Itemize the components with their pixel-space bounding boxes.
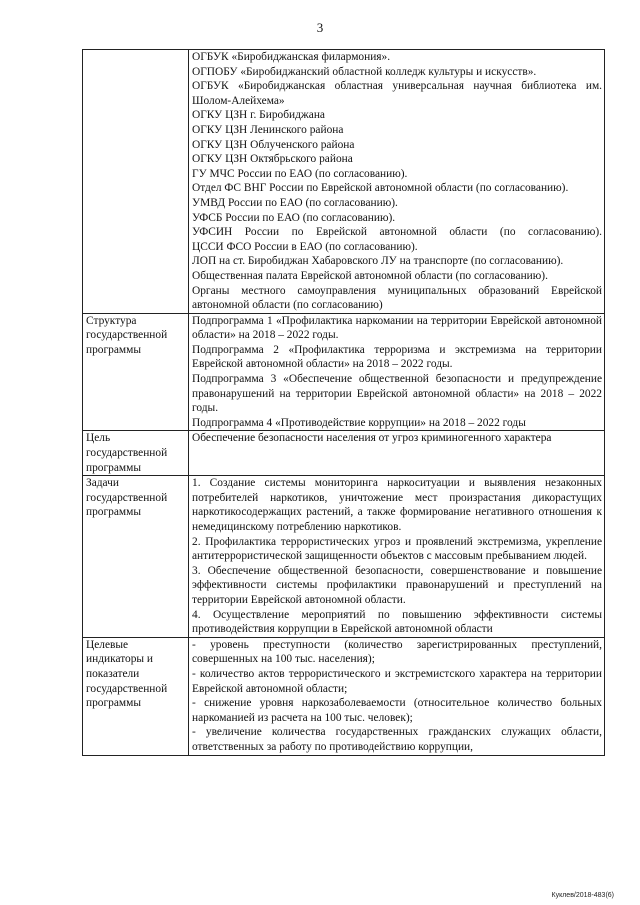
executor-item: ЛОП на ст. Биробиджан Хабаровского ЛУ на транспорте (по согласованию). — [192, 255, 564, 268]
indicator-item: - увеличение количества государственных гражданских служащих области, ответственных за работу по противодействию коррупции, — [192, 726, 602, 753]
indicators-row — [83, 637, 605, 755]
indicator-item: - количество актов террористического и экстремистского характера на территории Еврейской автономной области; — [192, 667, 602, 695]
goal-row — [83, 431, 605, 476]
goal-text: Обеспечение безопасности населения от угроз криминогенного характера — [189, 431, 605, 476]
executor-item: ОГПОБУ «Биробиджанский областной колледж культуры и искусств». — [192, 65, 537, 78]
task-item: 3. Обеспечение общественной безопасности, совершенствование и повышение эффективности системы профилактики правонарушений и преступлений на территории Еврейской автономной области. — [192, 564, 602, 606]
executors-content-cell — [189, 50, 605, 314]
program-passport-table — [82, 49, 605, 756]
goal-label: Цель государственной программы — [83, 431, 189, 476]
executor-item: ОГБУК «Биробиджанская областная универсальная научная библиотека им. Шолом-Алейхема» — [192, 80, 602, 107]
tasks-row — [83, 476, 605, 638]
task-item: 4. Осуществление мероприятий по повышению эффективности системы противодействия коррупции в Еврейской автономной области — [192, 608, 602, 636]
executor-item: ОГКУ ЦЗН Ленинского района — [192, 123, 344, 136]
task-item: 2. Профилактика террористических угроз и проявлений экстремизма, укрепление антитеррористической защищенности объектов с массовым пребыванием людей. — [192, 535, 602, 563]
executor-item: Отдел ФС ВНГ России по Еврейской автономной области (по согласованию). — [192, 182, 569, 195]
tasks-label: Задачи государственной программы — [83, 476, 189, 638]
subprogram-item: Подпрограмма 2 «Профилактика терроризма и экстремизма на территории Еврейской автономной области» на 2018 – 2022 годы. — [192, 343, 602, 371]
executors-row — [83, 50, 605, 314]
tasks-content-cell — [189, 476, 605, 638]
task-item: 1. Создание системы мониторинга наркоситуации и выявления незаконных потребителей наркотиков, уничтожение мест произрастания дикорастущих наркотикосодержащих растений, а также формирование негативного отношения к немедицинскому потреблению наркотиков. — [192, 477, 602, 533]
executor-item: ОГБУК «Биробиджанская филармония». — [192, 51, 391, 63]
executor-item: ЦССИ ФСО России в ЕАО (по согласованию). — [192, 240, 418, 253]
executor-item: ОГКУ ЦЗН г. Биробиджана — [192, 109, 325, 122]
subprogram-item: Подпрограмма 3 «Обеспечение общественной безопасности и предупреждение правонарушений на территории Еврейской автономной области» на 2018 – 2022 годы. — [192, 373, 602, 415]
structure-row — [83, 313, 605, 431]
document-code: Куклев/2018-483(6) — [551, 892, 614, 899]
executor-item: ОГКУ ЦЗН Октябрьского района — [192, 153, 353, 166]
executor-item: ОГКУ ЦЗН Облученского района — [192, 138, 355, 151]
page-number: 3 — [316, 20, 324, 35]
executor-item: УФСИН России по Еврейской автономной области (по согласованию). — [192, 226, 602, 239]
indicator-item: - уровень преступности (количество зарегистрированных преступлений, совершенных на 100 тыс. населения); — [192, 638, 602, 666]
structure-label: Структура государственной программы — [83, 313, 189, 431]
indicators-content-cell — [189, 637, 605, 755]
executors-label-cell — [83, 50, 189, 314]
executor-item: Общественная палата Еврейской автономной области (по согласованию). — [192, 269, 548, 282]
subprogram-item: Подпрограмма 1 «Профилактика наркомании на территории Еврейской автономной области» на 2018 – 2022 годы. — [192, 314, 602, 342]
executor-item: УМВД России по ЕАО (по согласованию). — [192, 196, 398, 209]
subprogram-item: Подпрограмма 4 «Противодействие коррупции» на 2018 – 2022 годы — [192, 416, 526, 429]
structure-content-cell — [189, 313, 605, 431]
indicators-label: Целевые индикаторы и показатели государственной программы — [83, 637, 189, 755]
executor-item: Органы местного самоуправления муниципальных образований Еврейской автономной области (по согласованию) — [192, 284, 602, 312]
executor-item: ГУ МЧС России по ЕАО (по согласованию). — [192, 167, 408, 180]
indicator-item: - снижение уровня наркозаболеваемости (относительное количество больных наркоманией из расчета на 100 тыс. человек); — [192, 697, 602, 724]
executor-item: УФСБ России по ЕАО (по согласованию). — [192, 211, 396, 224]
